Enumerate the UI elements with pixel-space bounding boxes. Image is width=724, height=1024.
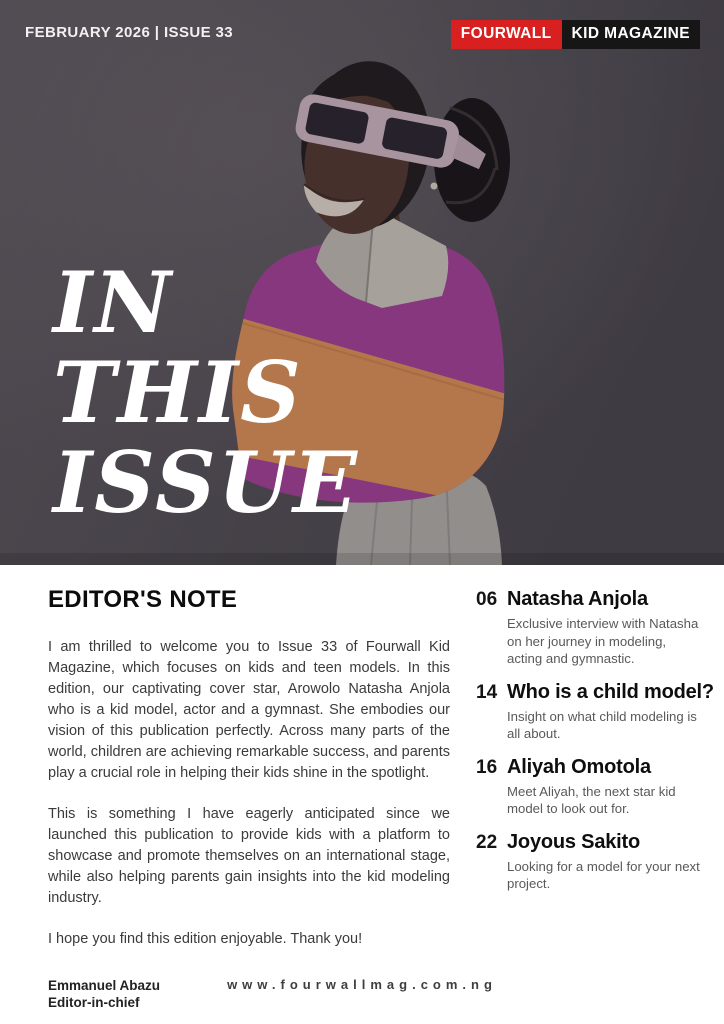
cover-title-line-1: IN [53,253,174,352]
editor-note-section [48,586,450,1011]
issue-date-label: FEBRUARY 2026 | ISSUE 33 [25,24,234,41]
page-content [0,565,724,1011]
toc-article-description: Insight on what child modeling is all about. [507,708,697,741]
editor-note-paragraph-1: I am thrilled to welcome you to Issue 33 of Fourwall Kid Magazine, which focuses on kids and teen models. In this edition, our captivating cover star, Arowolo Natasha Anjola who is a kid model, actor and a gymnast. She embodies our vision of this publication perfectly. Across many parts of the world, children are achieving remarkable success, and parents play a crucial role in helping their kids shine in the spotlight. [48,639,450,781]
editor-signature-role: Editor-in-chief [48,995,140,1010]
toc-article-title[interactable]: Aliyah Omotola [507,755,651,778]
cover-title-line-3: ISSUE [53,433,360,532]
cover-title-line-2: THIS [53,343,303,442]
cover-title [53,253,360,532]
toc-entry[interactable] [476,588,700,668]
website-url: www.fourwallmag.com.ng [227,977,497,992]
toc-list [476,586,714,1011]
brand-logo-fourwall: FOURWALL [451,20,562,49]
editor-note-body [48,637,450,950]
editor-signature-name: Emmanuel Abazu [48,978,161,993]
toc-article-title[interactable]: Who is a child model? [507,680,714,703]
toc-page-number: 16 [476,756,498,778]
brand-logo [451,20,700,49]
toc-page-number: 06 [476,589,498,610]
toc-page-number: 22 [476,831,498,853]
editor-note-closing: I hope you find this edition enjoyable. Thank you! [48,931,363,947]
toc-entry[interactable] [476,756,700,818]
editor-note-paragraph-2: This is something I have eagerly anticipated since we launched this publication to provide kids with a platform to showcase and promote themselves on an international stage, while also helping parents gain insights into the kid modeling industry. [48,806,450,906]
toc-article-description: Looking for a model for your next project. [507,858,700,891]
toc-article-title[interactable]: Natasha Anjola [507,588,648,610]
toc-entry[interactable] [476,680,714,743]
toc-entry[interactable] [476,831,700,893]
toc-article-description: Exclusive interview with Natasha on her journey in modeling, acting and gymnastic. [507,616,699,666]
brand-logo-kid-magazine: KID MAGAZINE [562,20,700,49]
toc-article-title[interactable]: Joyous Sakito [507,830,640,853]
toc-article-description: Meet Aliyah, the next star kid model to look out for. [507,783,676,816]
toc-page-number: 14 [476,681,498,703]
editor-note-heading: EDITOR'S NOTE [48,586,238,613]
